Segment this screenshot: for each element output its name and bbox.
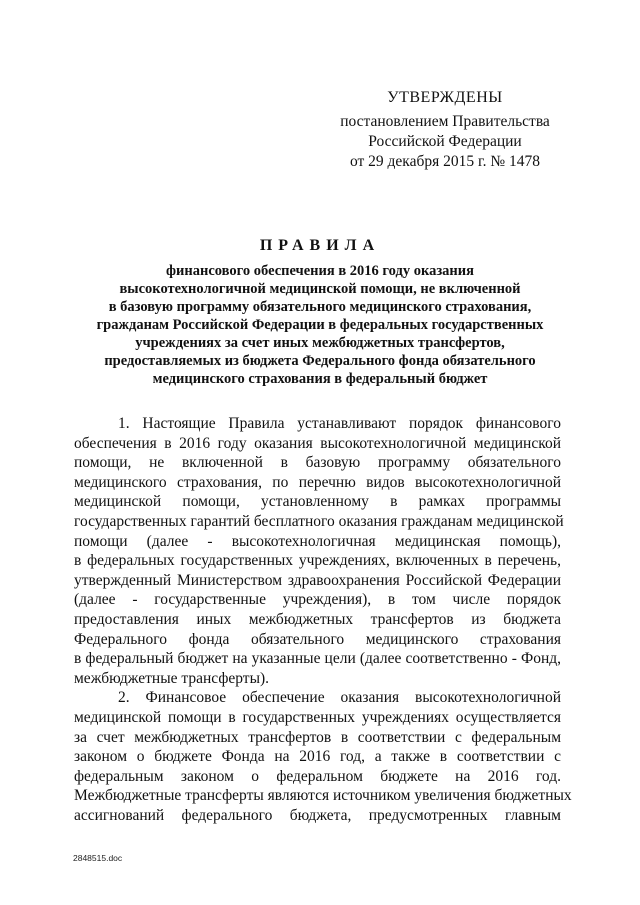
paragraph-2-line: 2. Финансовое обеспечение оказания высокотехнологичной — [118, 689, 561, 707]
approval-heading: УТВЕРЖДЕНЫ — [387, 89, 503, 106]
approval-line-3: от 29 декабря 2015 г. № 1478 — [349, 153, 541, 170]
subtitle-line: предоставляемых из бюджета Федерального фонда обязательного — [104, 353, 536, 369]
approval-block — [330, 88, 560, 172]
paragraph-1-line: предоставления иных межбюджетных трансфертов из бюджета — [74, 610, 561, 628]
paragraph-1-line: в федеральных государственных учреждениях, включенных в перечень, — [74, 552, 561, 570]
paragraph-1-line: обеспечения в 2016 году оказания высокотехнологичной медицинской — [74, 434, 561, 452]
approval-line-2: Российской Федерации — [368, 133, 522, 150]
paragraph-2-line: законом о бюджете Фонда на 2016 год, а также в соответствии с — [74, 748, 561, 766]
document-body — [74, 414, 572, 825]
paragraph-2-line: федеральным законом о федеральном бюджете на 2016 год. — [74, 767, 561, 785]
paragraph-1-line: в федеральный бюджет на указанные цели (далее соответственно - Фонд, — [74, 650, 561, 668]
paragraph-1-line: помощи (далее - высокотехнологичная медицинская помощь), — [74, 532, 561, 550]
subtitle-line: высокотехнологичной медицинской помощи, не включенной — [119, 281, 521, 297]
subtitle-line: гражданам Российской Федерации в федеральных государственных — [96, 317, 544, 333]
paragraph-1-line: помощи, не включенной в базовую программу обязательного — [74, 454, 561, 472]
subtitle-line: финансового обеспечения в 2016 году оказания — [166, 263, 474, 279]
file-name-footer: 2848515.doc — [73, 853, 123, 863]
paragraph-2-line: Межбюджетные трансферты являются источником увеличения бюджетных — [74, 787, 572, 805]
subtitle-line: учреждениях за счет иных межбюджетных трансфертов, — [135, 335, 505, 351]
paragraph-1-line: межбюджетные трансферты). — [74, 669, 270, 687]
paragraph-1-line: медицинского страхования, по перечню видов высокотехнологичной — [74, 473, 561, 491]
paragraph-1-line: Федерального фонда обязательного медицинского страхования — [74, 630, 561, 648]
subtitle-line: в базовую программу обязательного медицинского страхования, — [108, 299, 532, 315]
document-subtitle — [70, 262, 570, 388]
subtitle-line: медицинского страхования в федеральный бюджет — [152, 371, 488, 387]
paragraph-1-line: утвержденный Министерством здравоохранения Российской Федерации — [74, 571, 561, 589]
paragraph-1-line: 1. Настоящие Правила устанавливают порядок финансового — [118, 415, 561, 432]
paragraph-2-line: медицинской помощи в государственных учреждениях осуществляется — [74, 708, 561, 726]
paragraph-1-line: медицинской помощи, установленному в рамках программы — [74, 493, 561, 511]
document-title: ПРАВИЛА — [259, 237, 381, 254]
paragraph-2-line: ассигнований федерального бюджета, предусмотренных главным — [74, 806, 561, 824]
paragraph-1-line: государственных гарантий бесплатного оказания гражданам медицинской — [74, 512, 564, 530]
paragraph-1-line: (далее - государственные учреждения), в том числе порядок — [74, 591, 561, 609]
paragraph-2-line: за счет межбюджетных трансфертов в соответствии с федеральным — [74, 728, 561, 746]
approval-line-1: постановлением Правительства — [340, 113, 550, 130]
